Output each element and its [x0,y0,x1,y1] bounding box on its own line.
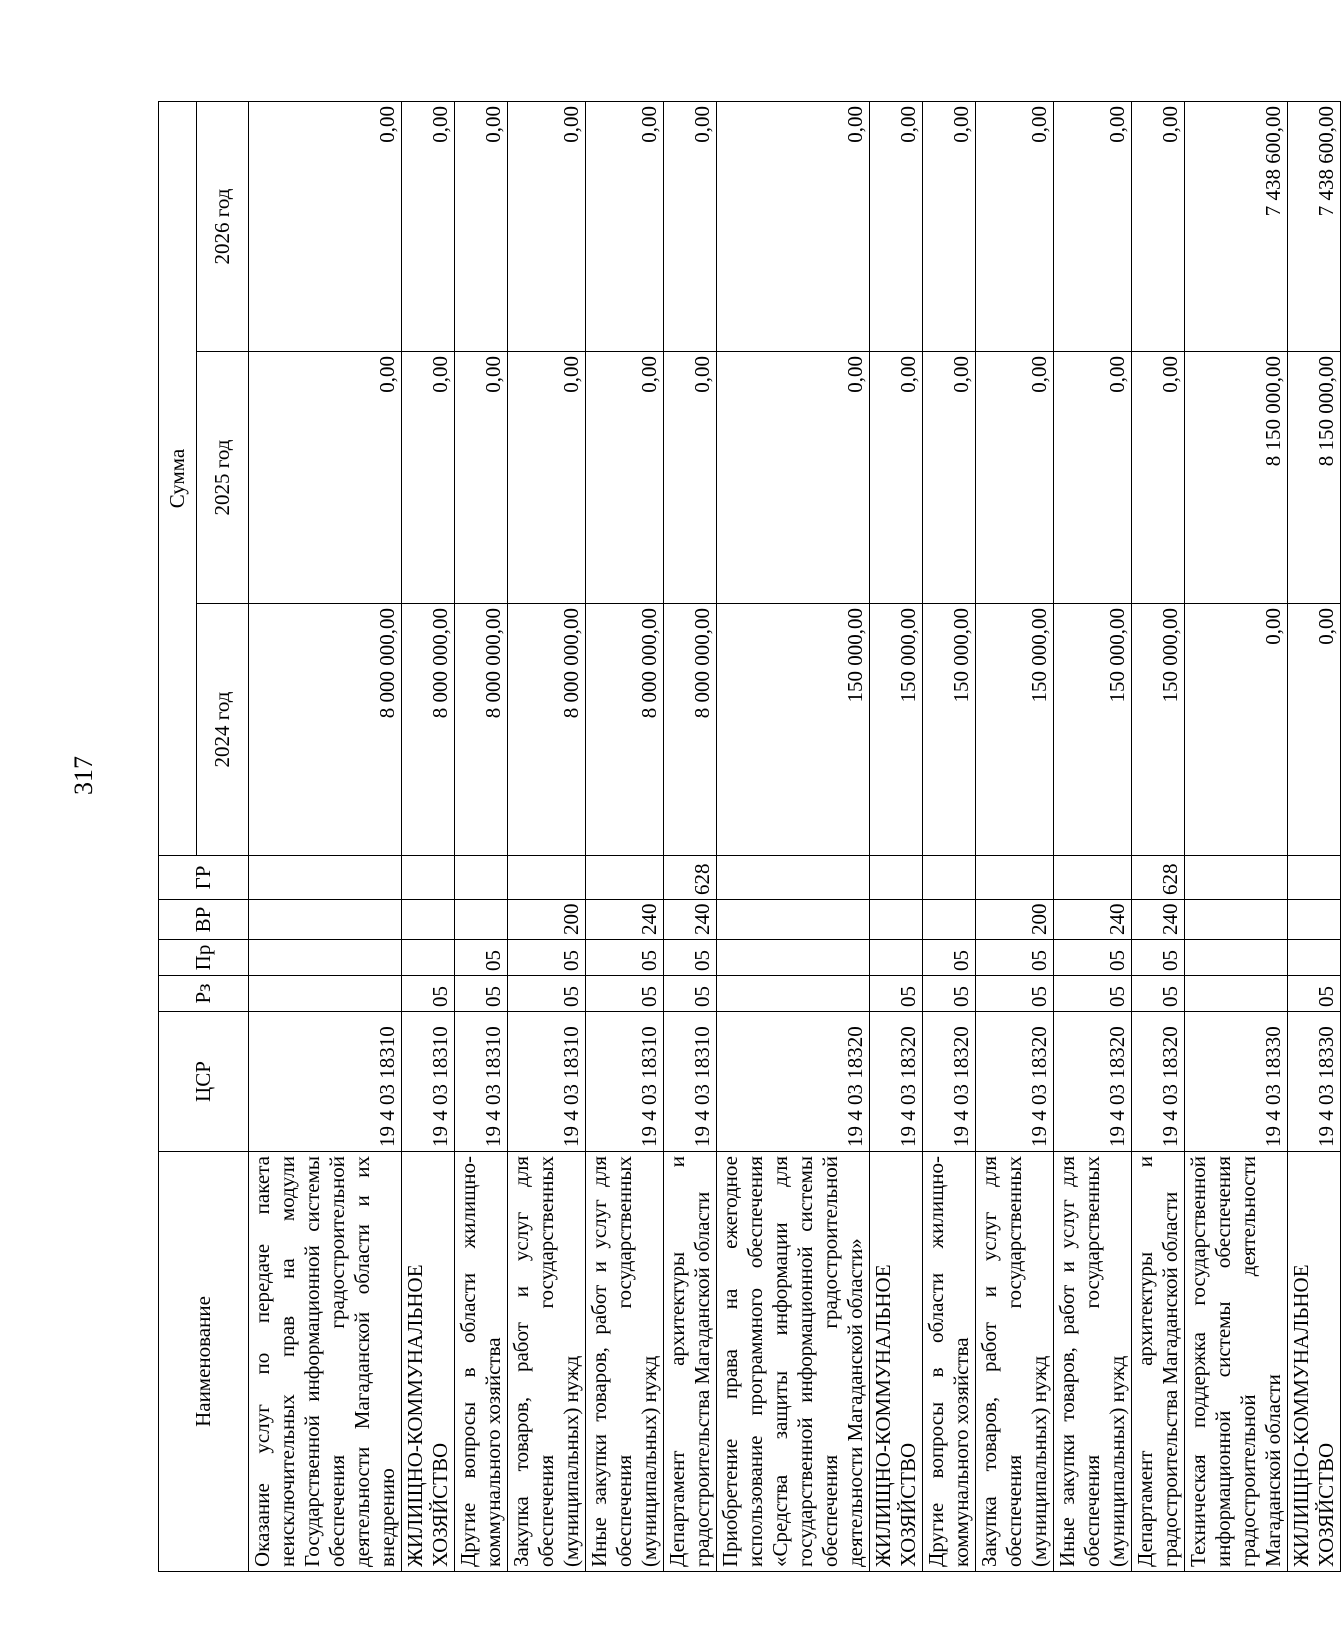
cell-pr [402,940,455,976]
table-row [1185,101,1288,1571]
cell-name: Иные закупки товаров, работ и услуг для обеспечения государственных (муниципальных) нужд [586,1152,664,1572]
table-row [1288,101,1341,1571]
cell-2025: 0,00 [402,352,455,604]
cell-vr [1185,900,1288,940]
cell-2024: 150 000,00 [870,604,923,856]
cell-2026: 0,00 [455,101,508,351]
cell-vr: 240 [586,900,664,940]
cell-name: Закупка товаров, работ и услуг для обеспечения государственных (муниципальных) нужд [976,1152,1054,1572]
table-row [1132,101,1185,1571]
cell-csr: 19 4 03 18330 [1288,1012,1341,1152]
budget-table-rotated [158,102,1338,1572]
cell-name: Приобретение права на ежегодное использование программного обеспечения «Средства защиты информации для государственной информационной системы обеспечения градостроительной деятельности Магаданской области» [717,1152,870,1572]
table-row [586,101,664,1571]
cell-rz: 05 [976,976,1054,1012]
cell-gr [249,856,402,900]
header-2026: 2026 год [197,101,249,351]
cell-pr [870,940,923,976]
cell-2024: 150 000,00 [923,604,976,856]
cell-2024: 0,00 [1288,604,1341,856]
cell-2026: 0,00 [586,101,664,351]
cell-csr: 19 4 03 18310 [249,1012,402,1152]
cell-gr [870,856,923,900]
header-pr: Пр [159,940,249,976]
cell-vr [455,900,508,940]
cell-csr: 19 4 03 18310 [586,1012,664,1152]
cell-rz: 05 [402,976,455,1012]
cell-rz: 05 [586,976,664,1012]
cell-2024: 150 000,00 [1132,604,1185,856]
cell-csr: 19 4 03 18320 [923,1012,976,1152]
cell-2026: 0,00 [508,101,586,351]
cell-2025: 0,00 [976,352,1054,604]
header-csr: ЦСР [159,1012,249,1152]
budget-table [158,101,1341,1572]
cell-csr: 19 4 03 18310 [455,1012,508,1152]
page-number: 317 [69,756,98,795]
cell-gr [455,856,508,900]
cell-rz: 05 [508,976,586,1012]
cell-2025: 0,00 [508,352,586,604]
cell-pr: 05 [923,940,976,976]
cell-rz: 05 [923,976,976,1012]
cell-rz [249,976,402,1012]
cell-2025: 0,00 [455,352,508,604]
cell-2026: 0,00 [923,101,976,351]
cell-csr: 19 4 03 18310 [402,1012,455,1152]
cell-gr [508,856,586,900]
cell-csr: 19 4 03 18320 [717,1012,870,1152]
header-2025: 2025 год [197,352,249,604]
cell-gr [717,856,870,900]
cell-vr [1288,900,1341,940]
table-row [664,101,717,1571]
cell-name: Департамент архитектуры и градостроительства Магаданской области [664,1152,717,1572]
cell-csr: 19 4 03 18310 [664,1012,717,1152]
cell-2025: 0,00 [586,352,664,604]
table-row [1054,101,1132,1571]
cell-csr: 19 4 03 18320 [870,1012,923,1152]
cell-vr [717,900,870,940]
cell-2026: 0,00 [402,101,455,351]
cell-2025: 0,00 [249,352,402,604]
cell-csr: 19 4 03 18320 [1132,1012,1185,1152]
cell-2025: 8 150 000,00 [1288,352,1341,604]
cell-vr: 200 [508,900,586,940]
cell-name: ЖИЛИЩНО-КОММУНАЛЬНОЕ ХОЗЯЙСТВО [1288,1152,1341,1572]
cell-gr [976,856,1054,900]
cell-vr [249,900,402,940]
cell-gr [586,856,664,900]
header-rz: Рз [159,976,249,1012]
cell-rz: 05 [870,976,923,1012]
header-2024: 2024 год [197,604,249,856]
cell-pr: 05 [976,940,1054,976]
cell-2025: 0,00 [870,352,923,604]
cell-2024: 8 000 000,00 [249,604,402,856]
cell-2024: 0,00 [1185,604,1288,856]
table-row [455,101,508,1571]
table-row [717,101,870,1571]
cell-pr [717,940,870,976]
cell-rz: 05 [455,976,508,1012]
cell-2025: 0,00 [1132,352,1185,604]
table-row [402,101,455,1571]
cell-2024: 150 000,00 [1054,604,1132,856]
cell-vr: 240 [1132,900,1185,940]
cell-vr: 240 [664,900,717,940]
cell-2026: 0,00 [249,101,402,351]
cell-name: Другие вопросы в области жилищно-коммунального хозяйства [923,1152,976,1572]
cell-2025: 0,00 [923,352,976,604]
cell-rz: 05 [1288,976,1341,1012]
table-row [870,101,923,1571]
cell-vr [923,900,976,940]
header-sum: Сумма [159,101,197,855]
cell-gr [1288,856,1341,900]
cell-2026: 7 438 600,00 [1185,101,1288,351]
cell-pr: 05 [1132,940,1185,976]
cell-pr [249,940,402,976]
table-body [249,101,1341,1571]
cell-name: Департамент архитектуры и градостроительства Магаданской области [1132,1152,1185,1572]
table-row [976,101,1054,1571]
cell-pr: 05 [1054,940,1132,976]
cell-2025: 0,00 [717,352,870,604]
cell-csr: 19 4 03 18330 [1185,1012,1288,1152]
cell-csr: 19 4 03 18320 [1054,1012,1132,1152]
table-row [249,101,402,1571]
header-vr: ВР [159,900,249,940]
cell-pr: 05 [586,940,664,976]
cell-pr [1185,940,1288,976]
cell-name: Оказание услуг по передаче пакета неисключительных прав на модули Государственной информационной системы обеспечения градостроительной деятельности Магаданской области и их внедрению [249,1152,402,1572]
cell-name: ЖИЛИЩНО-КОММУНАЛЬНОЕ ХОЗЯЙСТВО [870,1152,923,1572]
cell-gr [1185,856,1288,900]
cell-rz [1185,976,1288,1012]
cell-2024: 8 000 000,00 [508,604,586,856]
cell-2024: 150 000,00 [717,604,870,856]
cell-name: ЖИЛИЩНО-КОММУНАЛЬНОЕ ХОЗЯЙСТВО [402,1152,455,1572]
cell-rz: 05 [1132,976,1185,1012]
cell-rz: 05 [664,976,717,1012]
cell-2024: 8 000 000,00 [586,604,664,856]
cell-pr [1288,940,1341,976]
cell-2026: 0,00 [976,101,1054,351]
cell-2024: 8 000 000,00 [664,604,717,856]
cell-gr: 628 [664,856,717,900]
cell-rz: 05 [1054,976,1132,1012]
cell-gr: 628 [1132,856,1185,900]
cell-csr: 19 4 03 18310 [508,1012,586,1152]
cell-gr [1054,856,1132,900]
cell-2024: 8 000 000,00 [455,604,508,856]
cell-2026: 0,00 [717,101,870,351]
cell-name: Иные закупки товаров, работ и услуг для обеспечения государственных (муниципальных) нужд [1054,1152,1132,1572]
cell-pr: 05 [455,940,508,976]
table-row [508,101,586,1571]
cell-2026: 0,00 [1054,101,1132,351]
cell-2024: 150 000,00 [976,604,1054,856]
cell-2026: 0,00 [870,101,923,351]
cell-2026: 7 438 600,00 [1288,101,1341,351]
header-gr: ГР [159,856,249,900]
header-row [159,101,197,1571]
cell-name: Закупка товаров, работ и услуг для обеспечения государственных (муниципальных) нужд [508,1152,586,1572]
cell-vr [870,900,923,940]
cell-2024: 8 000 000,00 [402,604,455,856]
cell-csr: 19 4 03 18320 [976,1012,1054,1152]
header-name: Наименование [159,1152,249,1572]
cell-2025: 0,00 [1054,352,1132,604]
cell-vr: 200 [976,900,1054,940]
cell-vr: 240 [1054,900,1132,940]
cell-2026: 0,00 [664,101,717,351]
cell-gr [923,856,976,900]
cell-name: Другие вопросы в области жилищно-коммунального хозяйства [455,1152,508,1572]
cell-pr: 05 [664,940,717,976]
cell-name: Техническая поддержка государственной информационной системы обеспечения градостроительной деятельности Магаданской области [1185,1152,1288,1572]
cell-gr [402,856,455,900]
cell-2025: 8 150 000,00 [1185,352,1288,604]
cell-2025: 0,00 [664,352,717,604]
cell-rz [717,976,870,1012]
cell-2026: 0,00 [1132,101,1185,351]
table-row [923,101,976,1571]
cell-pr: 05 [508,940,586,976]
cell-vr [402,900,455,940]
